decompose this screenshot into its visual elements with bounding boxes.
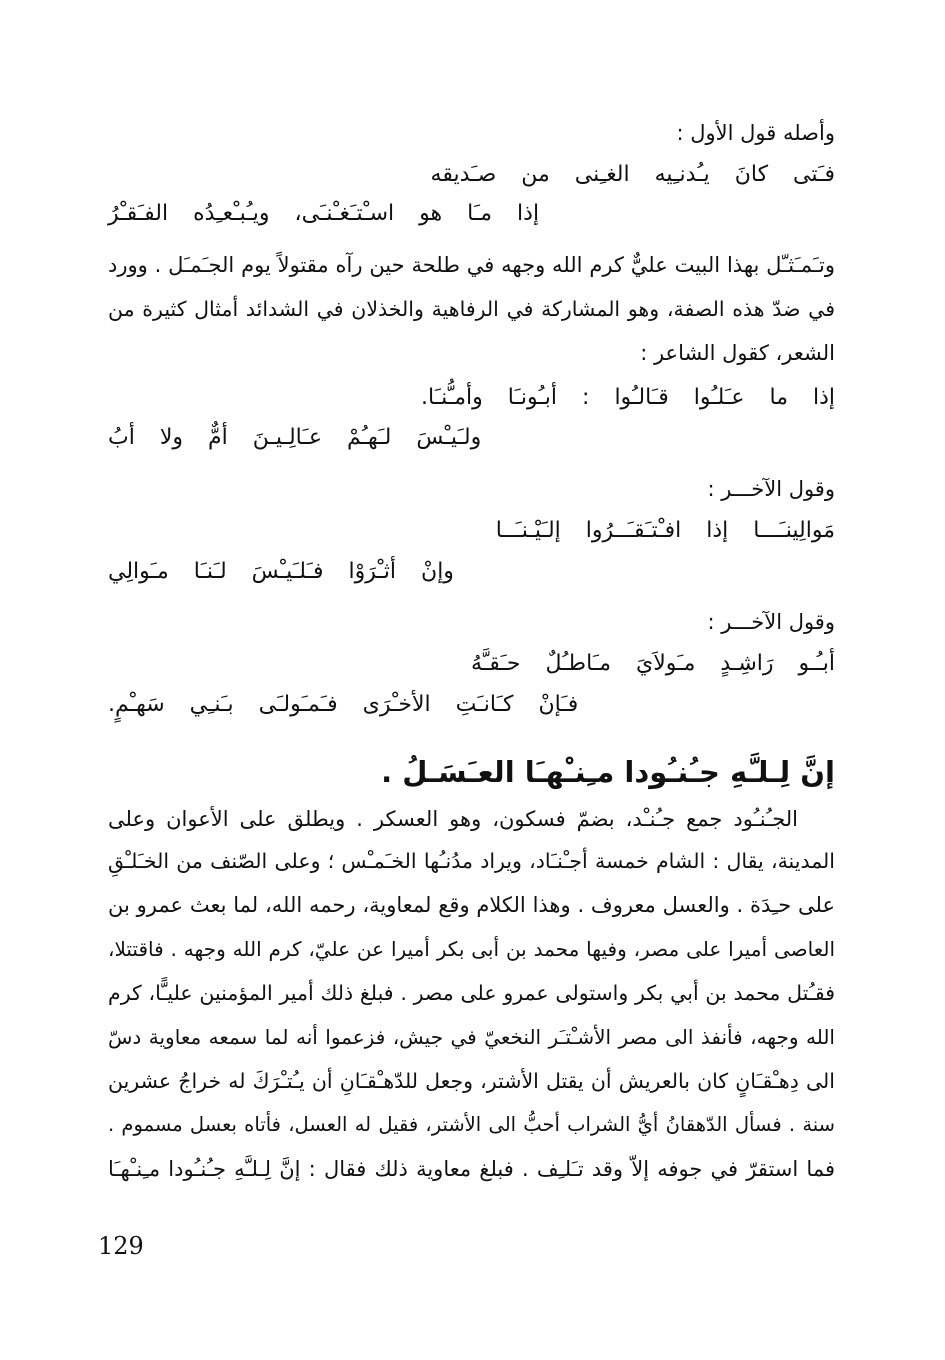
verse4-first-half: أبـُـو رَاشِـدٍ مـَولاَيَ مـَاطـُلٌ حـَقـَّهُ: [471, 651, 835, 676]
para2-line-8: سنة . فسأل الدّهقانُ أيُّ الشراب أحبُّ الى الأشتر، فقيل له العسل، فأتاه بعسل مسموم .: [108, 1113, 835, 1136]
para2-line-3: على حـِدَة . والعسل معروف . وهذا الكلام وقع لمعاوية، رحمه الله، لما بعث عمرو بن: [108, 893, 835, 917]
para1-line-1: وتـَمـَثـّل بهذا البيت عليٌّ كرم الله وجهه في طلحة حين رآه مقتولاً يوم الجـَمـَل . وورد: [108, 253, 835, 277]
para2-line-5: فقـُتل محمد بن أبي بكر واستولى عمرو على مصر . فبلغ ذلك أمير المؤمنين عليـًّا، كرم: [108, 981, 835, 1005]
section-heading: إنَّ لِـلـَّهِ جـُنـُودا مـِنـْهـَا العـَسَـلُ .: [381, 755, 835, 789]
para2-line-7: الى دِهـْقـَانٍ كان بالعريش أن يقتل الأشتر، وجعل للدّهـْقـَانِ أن يـُتـْرَكَ له خراجُ عشرين: [108, 1069, 835, 1093]
para1-line-3: الشعر، كقول الشاعر :: [640, 341, 835, 365]
verse1-second-half: إذا مـَا هو اسـْتـَغـْنـَى، ويـُبـْعـِدُه الفـَقـْرُ: [108, 201, 540, 226]
verse4-second-half: فـَإنْ كـَانـَتِ الأخـْرَى فـَمـَولـَى بـَنـِي سَهـْمٍ.: [108, 692, 579, 717]
label-another-poet-1: وقول الآخـــر :: [707, 477, 835, 501]
label-another-poet-2: وقول الآخـــر :: [707, 610, 835, 634]
para2-line-9: فما استقرّ في جوفه إلاّ وقد تـَلـِف . فبلغ معاوية ذلك فقال : إنَّ لِـلـَّهِ جـُنـُودا مـِنـْهـَا: [108, 1157, 835, 1181]
intro-label: وأصله قول الأول :: [676, 121, 835, 145]
verse2-second-half: ولـَيـْسَ لـَهـُمْ عـَالِـيـنَ أمٌّ ولا أبُ: [108, 425, 482, 450]
para1-line-2: في ضدّ هذه الصفة، وهو المشاركة في الرفاهية والخذلان في الشدائد أمثال كثيرة من: [108, 297, 835, 321]
page-number: 129: [98, 1232, 144, 1260]
para2-line-2: المدينة، يقال : الشام خمسة أجـْنـَاد، ويراد مدُنـُها الخـَمـْس ؛ وعلى الصّنف من الخـَلـْقِ: [108, 849, 835, 873]
verse2-first-half: إذا ما عـَلـُوا قـَالـُوا : أبـُونـَا وأمـُّنـَا.: [420, 385, 835, 410]
para2-line-6: الله وجهه، فأنفذ الى مصر الأشـْتـَر النخعيّ في جيش، فزعموا أنه لما سمعه معاوية دسّ: [108, 1025, 835, 1049]
para2-line-1: الجـُنـُود جمع جـُنـْد، بضمّ فسكون، وهو العسكر . ويطلق على الأعوان وعلى: [108, 807, 798, 831]
para2-line-4: العاصى أميرا على مصر، وفيها محمد بن أبى بكر أميرا عن عليّ، كرم الله وجهه . فاقتتلا،: [108, 937, 835, 961]
verse3-second-half: وإنْ أثـْرَوْا فـَلـَيـْسَ لـَنـَا مـَوالِي: [108, 559, 454, 584]
verse3-first-half: مَوالِينـَـــا إذا افـْتـَقـَــرُوا إلـَيْـنـَــا: [495, 518, 835, 543]
verse1-first-half: فـَتى كانَ يـُدنـِيه الغـِنى من صـَديقه: [430, 162, 835, 187]
